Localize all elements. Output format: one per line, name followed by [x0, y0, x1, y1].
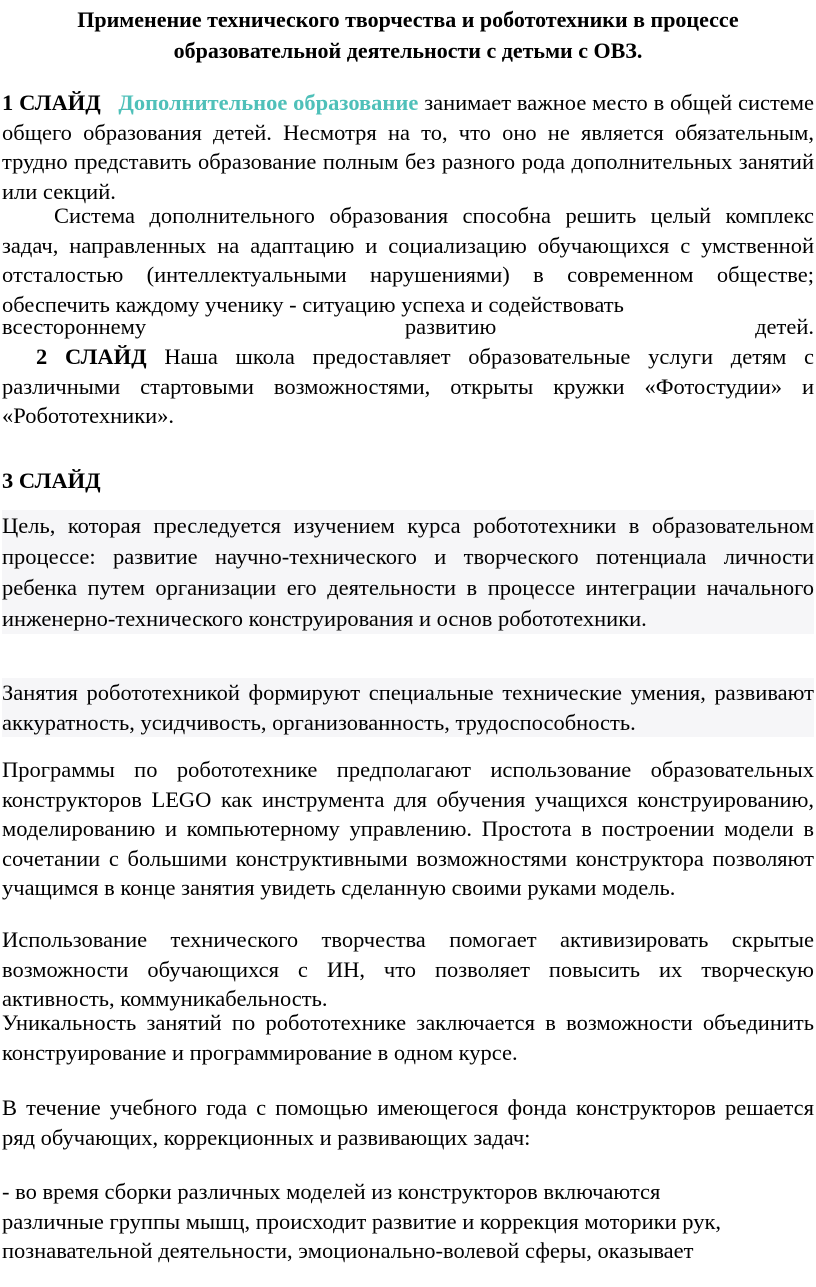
additional-education-highlight: Дополнительное образование: [118, 90, 419, 115]
list-item-line-2: различные группы мышц, происходит развитие и коррекция моторики рук,: [2, 1208, 722, 1234]
slide-3-heading: 3 СЛАЙД: [2, 468, 101, 493]
title-line-1: Применение технического творчества и робототехники в процессе: [77, 7, 739, 32]
paragraph-slide-1-text: занимает важное место в общей системе общего образования детей. Несмотря на то, что оно не является обязательным, трудно представить образование полным без разного рода дополнительных занятий или секций.: [2, 90, 815, 204]
slide-1-label: 1 СЛАЙД: [2, 90, 101, 115]
paragraph-system-last-line-text: всестороннему развитию детей.: [2, 314, 814, 339]
paragraph-system: [2, 201, 814, 319]
slide-2-label: 2 СЛАЙД: [36, 344, 147, 369]
list-item-line-1: - во время сборки различных моделей из конструкторов включаются: [2, 1179, 661, 1204]
paragraph-programs: Программы по робототехнике предполагают использование образовательных конструкторов LEGO как инструмента для обучения учащихся конструированию, моделированию и компьютерному управлению. Простота в построении модели в сочетании с большими конструктивными возможностями конструктора позволяют учащимся в конце занятия увидеть сделанную своими руками модель.: [2, 757, 814, 900]
paragraph-goal: Цель, которая преследуется изучением курса робототехники в образовательном процессе: развитие научно-технического и творческого потенциала личности ребенка путем организации его деятельности в процессе интеграции начального инженерно-технического конструирования и основ робототехники.: [2, 510, 814, 634]
paragraph-lessons: Занятия робототехникой формируют специальные технические умения, развивают аккуратность, усидчивость, организованность, трудоспособность.: [2, 678, 814, 737]
paragraph-slide-1: [2, 88, 814, 206]
paragraph-technical-creativity: Использование технического творчества помогает активизировать скрытые возможности обучающихся с ИН, что позволяет повысить их творческую активность, коммуникабельность.: [2, 927, 814, 1011]
paragraph-school-year: В течение учебного года с помощью имеющегося фонда конструкторов решается ряд обучающих, коррекционных и развивающих задач:: [2, 1095, 814, 1150]
paragraph-system-text: Система дополнительного образования способна решить целый комплекс задач, направленных на адаптацию и социализацию обучающихся с умственной отсталостью (интеллектуальными нарушениями) в современном обществе; обеспечить каждому ученику - ситуацию успеха и содействовать: [2, 203, 814, 317]
title-line-2: образовательной деятельности с детьми с ОВЗ.: [173, 38, 643, 63]
document-title: [0, 4, 816, 66]
list-item-line-3: познавательной деятельности, эмоционально-волевой сферы, оказывает: [2, 1238, 694, 1263]
paragraph-slide-2-text: Наша школа предоставляет образовательные услуги детям с различными стартовыми возможностями, открыты кружки «Фотостудии» и «Робототехники».: [2, 344, 814, 428]
list-item-muscle-groups: [2, 1177, 814, 1266]
paragraph-slide-2: [2, 342, 814, 431]
paragraph-system-last-line: [2, 312, 814, 342]
paragraph-uniqueness: Уникальность занятий по робототехнике заключается в возможности объединить конструирование и программирование в одном курсе.: [2, 1010, 814, 1065]
